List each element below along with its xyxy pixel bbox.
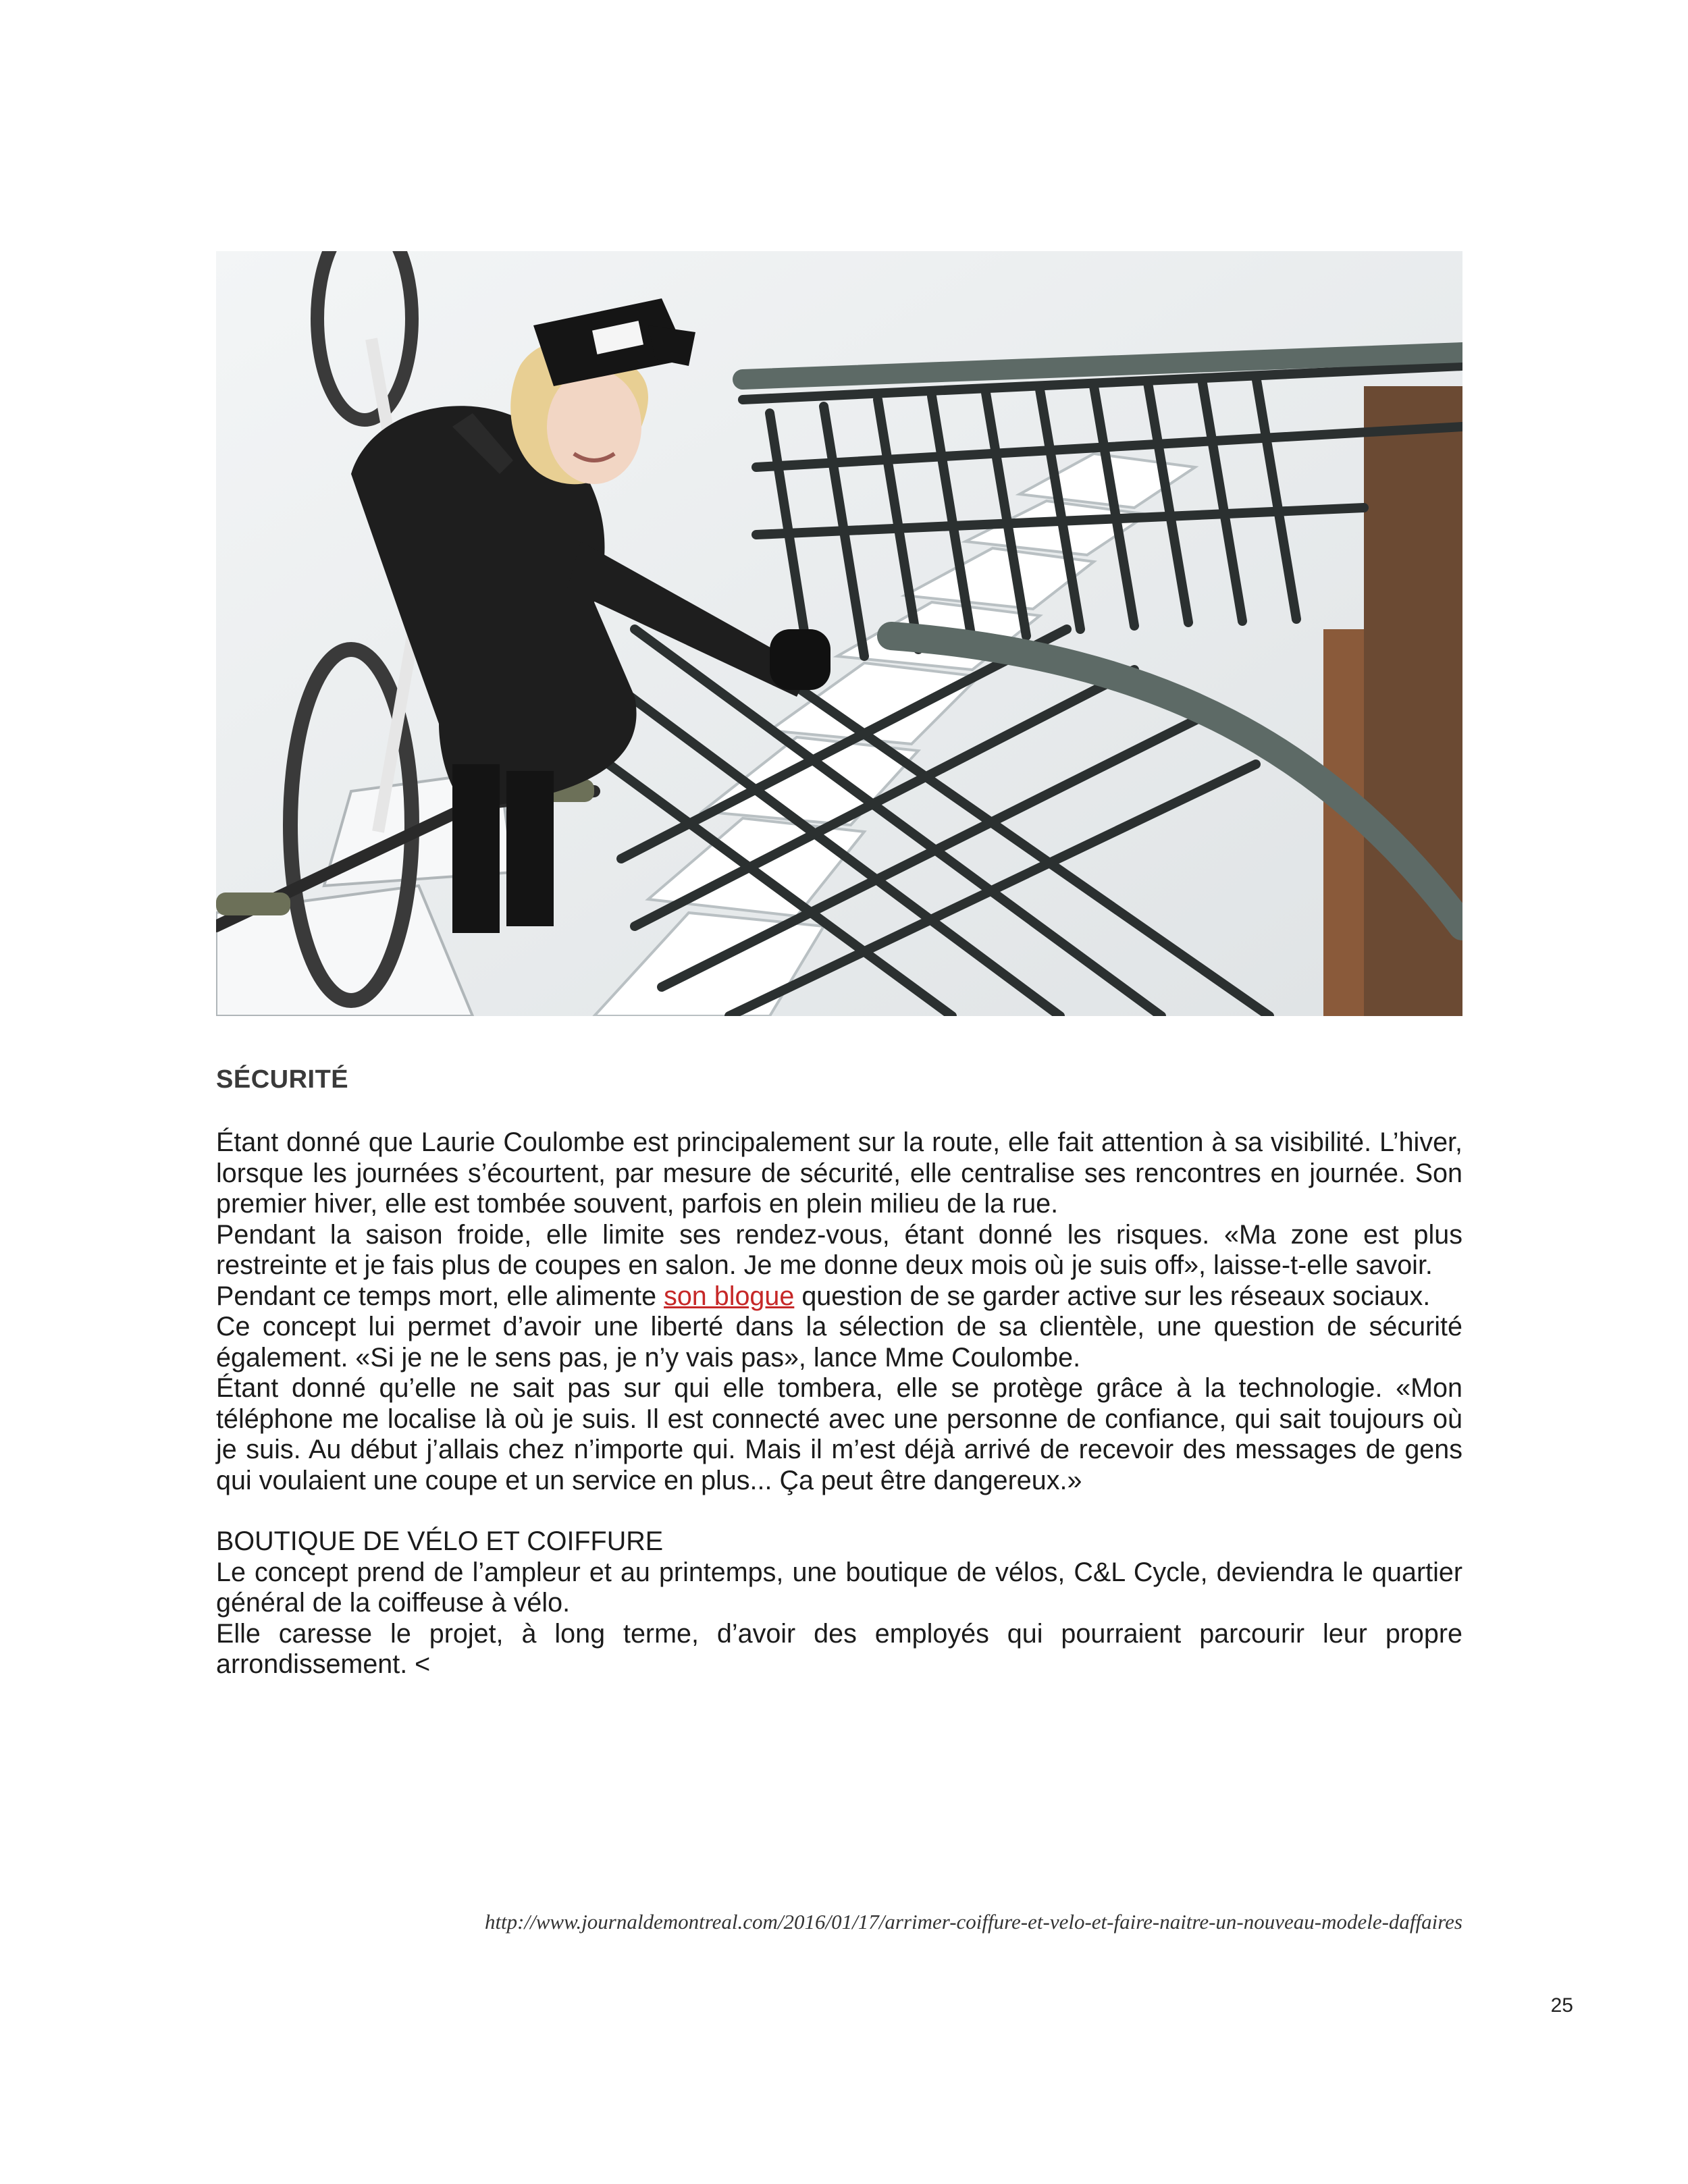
article-paragraph: Elle caresse le projet, à long terme, d’avoir des employés qui pourraient parcourir leur propre arrondissement. < bbox=[216, 1618, 1462, 1679]
page-number: 25 bbox=[1550, 1994, 1573, 2017]
article-photo bbox=[216, 251, 1462, 1016]
paragraph-text: question de se garder active sur les réseaux sociaux. bbox=[794, 1281, 1431, 1311]
article-body bbox=[216, 1127, 1462, 1680]
article-paragraph: Ce concept lui permet d’avoir une liberté dans la sélection de sa clientèle, une question de sécurité également. «Si je ne le sens pas, je n’y vais pas», lance Mme Coulombe. bbox=[216, 1312, 1462, 1373]
article-paragraph bbox=[216, 1281, 1462, 1312]
photo-woman-bicycle-snowy-stairs-icon bbox=[216, 251, 1462, 1016]
paragraph-text: Pendant ce temps mort, elle alimente bbox=[216, 1281, 664, 1311]
blog-link[interactable]: son blogue bbox=[664, 1281, 795, 1311]
article-paragraph: Pendant la saison froide, elle limite ses rendez-vous, étant donné les risques. «Ma zone est plus restreinte et je fais plus de coupes en salon. Je me donne deux mois où je suis off», laisse-t-elle savoir. bbox=[216, 1219, 1462, 1280]
source-url: http://www.journaldemontreal.com/2016/01/17/arrimer-coiffure-et-velo-et-faire-naitre-un-nouveau-modele-daffaires bbox=[484, 1910, 1462, 1934]
article-paragraph: Le concept prend de l’ampleur et au printemps, une boutique de vélos, C&L Cycle, deviendra le quartier général de la coiffeuse à vélo. bbox=[216, 1557, 1462, 1618]
subheading: BOUTIQUE DE VÉLO ET COIFFURE bbox=[216, 1526, 664, 1556]
section-heading: SÉCURITÉ bbox=[216, 1065, 349, 1094]
article-paragraph: Étant donné que Laurie Coulombe est principalement sur la route, elle fait attention à sa visibilité. L’hiver, lorsque les journées s’écourtent, par mesure de sécurité, elle centralise ses rencontres en journée. Son premier hiver, elle est tombée souvent, parfois en plein milieu de la rue. bbox=[216, 1127, 1462, 1219]
paragraph-gap bbox=[216, 1496, 1462, 1526]
article-paragraph: Étant donné qu’elle ne sait pas sur qui elle tombera, elle se protège grâce à la technologie. «Mon téléphone me localise là où je suis. Il est connecté avec une personne de confiance, qui sait toujours où je suis. Au début j’allais chez n’importe qui. Mais il m’est déjà arrivé de recevoir des messages de gens qui voulaient une coupe et un service en plus... Ça peut être dangereux.» bbox=[216, 1373, 1462, 1495]
